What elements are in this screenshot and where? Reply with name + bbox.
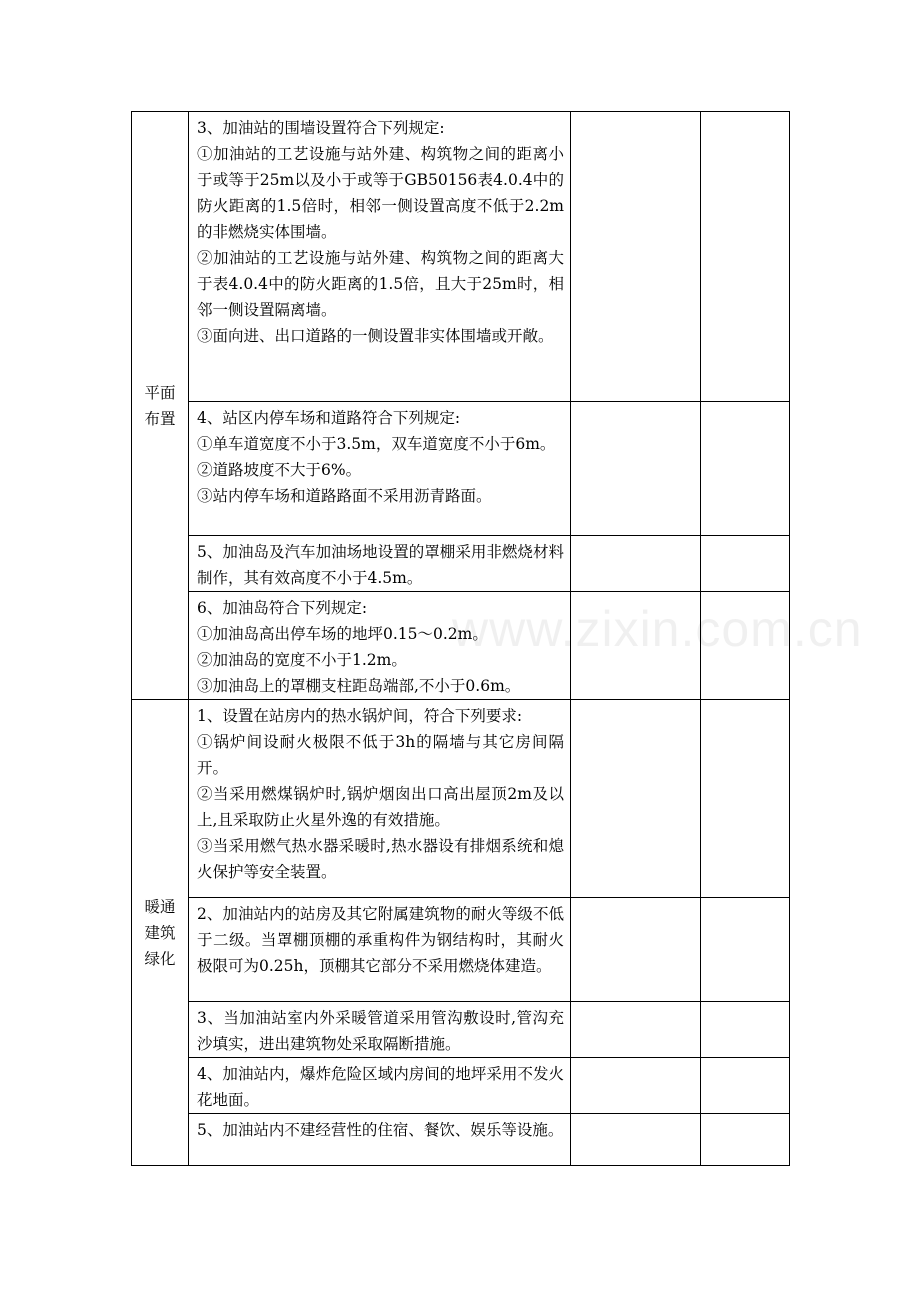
table-row [132, 1114, 790, 1166]
requirement-cell [189, 1002, 571, 1058]
requirement-cell [189, 1114, 571, 1166]
requirement-cell [189, 112, 571, 402]
requirement-text: ③面向进、出口道路的一侧设置非实体围墙或开敞。 [197, 327, 554, 345]
requirement-cell [189, 700, 571, 898]
table-row [132, 700, 790, 898]
check-result-cell [571, 898, 701, 1002]
requirement-text: 3、当加油站室内外采暖管道采用管沟敷设时,管沟充沙填实，进出建筑物处采取隔断措施。 [197, 1009, 564, 1053]
category-cell [132, 700, 189, 1166]
requirement-text: ①锅炉间设耐火极限不低于3h的隔墙与其它房间隔开。 [197, 733, 564, 777]
check-result-cell [571, 1058, 701, 1114]
requirement-text: ①加油岛高出停车场的地坪0.15～0.2m。 [197, 625, 488, 643]
check-result-cell [571, 700, 701, 898]
remarks-cell [701, 1002, 790, 1058]
remarks-cell [701, 700, 790, 898]
requirement-cell [189, 536, 571, 592]
check-result-cell [571, 536, 701, 592]
requirement-text: 3、加油站的围墙设置符合下列规定: [197, 119, 445, 137]
requirement-text: ③当采用燃气热水器采暖时,热水器设有排烟系统和熄火保护等安全装置。 [197, 837, 564, 881]
requirement-text: 5、加油站内不建经营性的住宿、餐饮、娱乐等设施。 [197, 1121, 564, 1139]
requirement-text: ②加油岛的宽度不小于1.2m。 [197, 651, 407, 669]
requirement-text: 5、加油岛及汽车加油场地设置的罩棚采用非燃烧材料制作，其有效高度不小于4.5m。 [197, 543, 564, 587]
category-label: 绿化 [144, 949, 176, 968]
check-result-cell [571, 402, 701, 536]
table-row [132, 592, 790, 700]
requirement-text: ①单车道宽度不小于3.5m，双车道宽度不小于6m。 [197, 435, 556, 453]
requirement-text: 6、加油岛符合下列规定: [197, 599, 368, 617]
requirement-text: ③站内停车场和道路路面不采用沥青路面。 [197, 487, 492, 505]
requirement-text: ②道路坡度不大于6%。 [197, 461, 362, 479]
remarks-cell [701, 402, 790, 536]
remarks-cell [701, 592, 790, 700]
requirement-text: 4、站区内停车场和道路符合下列规定: [197, 409, 461, 427]
remarks-cell [701, 1114, 790, 1166]
requirement-text: ②加油站的工艺设施与站外建、构筑物之间的距离大于表4.0.4中的防火距离的1.5倍，且大于25m时，相邻一侧设置隔离墙。 [197, 249, 564, 319]
requirement-cell [189, 402, 571, 536]
requirement-text: ②当采用燃煤锅炉时,锅炉烟囱出口高出屋顶2m及以上,且采取防止火星外逸的有效措施。 [197, 785, 564, 829]
check-result-cell [571, 1002, 701, 1058]
category-cell [132, 112, 189, 700]
category-label: 布置 [144, 409, 176, 428]
inspection-table [131, 111, 790, 1166]
table-row [132, 112, 790, 402]
remarks-cell [701, 536, 790, 592]
requirement-text: 1、设置在站房内的热水锅炉间，符合下列要求: [197, 707, 523, 725]
category-label: 建筑 [144, 923, 176, 942]
remarks-cell [701, 1058, 790, 1114]
table-row [132, 402, 790, 536]
category-label: 平面 [144, 383, 176, 402]
requirement-text: 4、加油站内，爆炸危险区域内房间的地坪采用不发火花地面。 [197, 1065, 564, 1109]
remarks-cell [701, 112, 790, 402]
requirement-cell [189, 592, 571, 700]
table-row [132, 1002, 790, 1058]
category-label: 暖通 [144, 897, 176, 916]
requirement-text: ①加油站的工艺设施与站外建、构筑物之间的距离小于或等于25m以及小于或等于GB50156表4.0.4中的防火距离的1.5倍时，相邻一侧设置高度不低于2.2m的非燃烧实体围墙。 [197, 145, 564, 241]
remarks-cell [701, 898, 790, 1002]
requirement-text: ③加油岛上的罩棚支柱距岛端部,不小于0.6m。 [197, 677, 521, 695]
table-row [132, 898, 790, 1002]
table-row [132, 536, 790, 592]
watermark: www.zixin.com.cn [452, 601, 863, 657]
check-result-cell [571, 112, 701, 402]
requirement-cell [189, 1058, 571, 1114]
check-result-cell [571, 592, 701, 700]
table-row [132, 1058, 790, 1114]
requirement-text: 2、加油站内的站房及其它附属建筑物的耐火等级不低于二级。当罩棚顶棚的承重构件为钢结构时，其耐火极限可为0.25h，顶棚其它部分不采用燃烧体建造。 [197, 905, 564, 975]
check-result-cell [571, 1114, 701, 1166]
requirement-cell [189, 898, 571, 1002]
